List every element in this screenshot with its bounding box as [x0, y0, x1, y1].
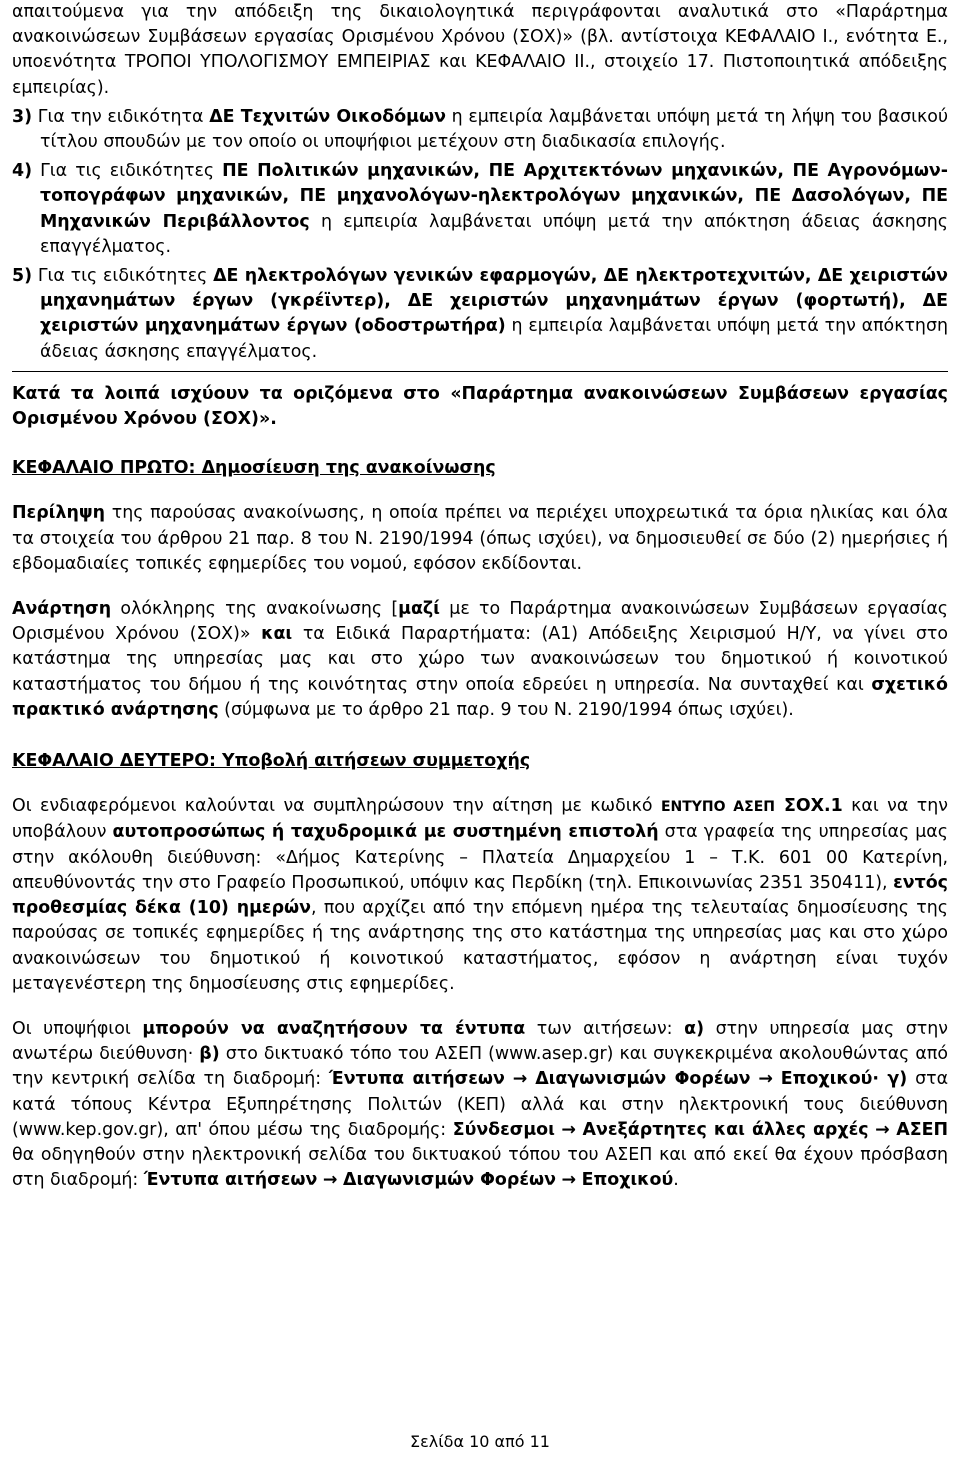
summary-term: Περίληψη — [12, 503, 106, 524]
chapter-1-heading: ΚΕΦΑΛΑΙΟ ΠΡΩΤΟ: Δημοσίευση της ανακοίνωσης — [12, 458, 496, 479]
chapter-2-paragraph-1 — [12, 794, 948, 997]
forms-text-5: στα κατά τόπους Κέντρα Εξυπηρέτησης Πολιτών (ΚΕΠ) αλλά και στην ηλεκτρονική τους διεύθυνση (www.kep.gov.gr), απ' όπου μέσω της διαδρομής: — [12, 1069, 949, 1140]
path2-step3: ΑΣΕΠ — [896, 1119, 949, 1140]
general-note: Κατά τα λοιπά ισχύουν τα οριζόμενα στο «Παράρτημα ανακοινώσεων Συμβάσεων εργασίας Ορισμένου Χρόνου (ΣΟΧ)». — [12, 383, 948, 430]
item-5-specialty: ΔΕ ηλεκτρολόγων γενικών εφαρμογών, ΔΕ ηλεκτροτεχνιτών, ΔΕ χειριστών μηχανημάτων έργων (γκρέϊντερ), ΔΕ χειριστών μηχανημάτων έργων (φορτωτή), ΔΕ χειριστών μηχανημάτων έργων (οδοστρωτήρα) — [40, 266, 948, 337]
path3-step1: Έντυπα αιτήσεων — [143, 1170, 318, 1191]
option-c: · γ) — [872, 1069, 908, 1090]
application-text-3: στα γραφεία της υπηρεσίας μας στην ακόλουθη διεύθυνση: «Δήμος Κατερίνης – Πλατεία Δημαρχείου 1 – Τ.Κ. 601 00 Κατερίνη, απευθύνοντάς την στο Γραφείο Προσωπικού, υπόψιν κας Περδίκη (τηλ. Επικοινωνίας 2351 350411), — [12, 822, 948, 893]
item-4-post: η εμπειρία λαμβάνεται υπόψη μετά την απόκτηση άδειας άσκησης επαγγέλματος. — [40, 211, 949, 257]
posting-text-3: τα Ειδικά Παραρτήματα: (Α1) Απόδειξης Χειρισμού Η/Υ, να γίνει στο κατάστημα της υπηρεσίας μας και στο χώρο των ανακοινώσεων του δημοτικού ή κοινοτικού καταστήματος του δήμου ή της κοινότητας στην οποία εδρεύει η υπηρεσία. Να συνταχθεί και — [12, 624, 948, 695]
option-a: α) — [684, 1018, 705, 1039]
chapter-2-paragraph-2 — [12, 1017, 948, 1193]
option-b: β) — [199, 1044, 220, 1065]
chapter-2-heading: ΚΕΦΑΛΑΙΟ ΔΕΥΤΕΡΟ: Υποβολή αιτήσεων συμμετοχής — [12, 751, 531, 772]
forms-end: . — [673, 1170, 679, 1191]
posting-term: Ανάρτηση — [12, 599, 112, 620]
item-4-pre: Για τις ειδικότητες — [40, 161, 223, 182]
forms-text-1: Οι υποψήφιοι — [12, 1018, 143, 1039]
forms-text-3: στην υπηρεσία μας στην ανωτέρω διεύθυνση· — [12, 1018, 948, 1065]
item-4 — [12, 159, 948, 260]
intro-paragraph: απαιτούμενα για την απόδειξη της δικαιολογητικά περιγράφονται αναλυτικά στο «Παράρτημα ανακοινώσεων Συμβάσεων εργασίας Ορισμένου Χρόνου (ΣΟΧ)» (βλ. αντίστοιχα ΚΕΦΑΛΑΙΟ Ι., ενότητα Ε., υποενότητα ΤΡΟΠΟΙ ΥΠΟΛΟΓΙΣΜΟΥ ΕΜΠΕΙΡΙΑΣ και ΚΕΦΑΛΑΙΟ ΙΙ., στοιχείο 17. Πιστοποιητικά απόδειξης εμπειρίας). — [12, 2, 948, 98]
item-4-number: 4) — [12, 161, 33, 182]
posting-bold-4: σχετικό πρακτικό ανάρτησης — [12, 674, 948, 720]
path2-step1: Σύνδεσμοι — [452, 1119, 555, 1140]
application-text-1: Οι ενδιαφερόμενοι καλούνται να συμπληρώσουν την αίτηση με κωδικό — [12, 796, 661, 817]
path3-step3: Εποχικού — [581, 1170, 674, 1191]
item-3 — [12, 105, 948, 155]
item-4-specialty: ΠΕ Πολιτικών μηχανικών, ΠΕ Αρχιτεκτόνων μηχανικών, ΠΕ Αγρονόμων-τοπογράφων μηχανικών, ΠΕ μηχανολόγων-ηλεκτρολόγων μηχανικών, ΠΕ Δασολόγων, ΠΕ Μηχανικών Περιβάλλοντος — [40, 161, 948, 232]
posting-text-4: (σύμφωνα με το άρθρο 21 παρ. 9 του Ν. 2190/1994 όπως ισχύει). — [218, 699, 794, 720]
form-code-prefix: ΕΝΤΥΠΟ ΑΣΕΠ — [660, 799, 775, 816]
path3-step2: Διαγωνισμών Φορέων — [343, 1170, 556, 1191]
path1-step2: Διαγωνισμών Φορέων — [535, 1069, 751, 1090]
item-3-pre: Για την ειδικότητα — [37, 106, 210, 127]
item-5 — [12, 264, 948, 372]
posting-text-2: με το Παράρτημα ανακοινώσεων Συμβάσεων εργασίας Ορισμένου Χρόνου (ΣΟΧ)» — [12, 599, 948, 645]
arrow-icon: → — [561, 1119, 576, 1140]
form-code: ΣΟΧ.1 — [775, 796, 843, 817]
arrow-icon: → — [758, 1069, 773, 1090]
chapter-1-paragraph-1 — [12, 501, 948, 577]
application-text-4: , που αρχίζει από την επόμενη ημέρα της τελευταίας δημοσίευσης της παρούσας σε τοπικές εφημερίδες ή της ανάρτησης της στο κατάστημα της υπηρεσίας μας και στο χώρο ανακοινώσεων του δημοτικού ή κοινοτικού καταστήματος, εφόσον η ανάρτηση είναι τυχόν μεταγενέστερη της δημοσίευσης στις εφημερίδες. — [12, 898, 948, 994]
arrow-icon: → — [875, 1119, 890, 1140]
arrow-icon: → — [512, 1069, 528, 1090]
item-3-specialty: ΔΕ Τεχνιτών Οικοδόμων — [209, 106, 446, 127]
forms-text-4: στο δικτυακό τόπο του ΑΣΕΠ (www.asep.gr) και συγκεκριμένα ακολουθώντας από την κεντρική σελίδα τη διαδρομή: — [12, 1044, 949, 1090]
item-3-number: 3) — [12, 106, 33, 127]
arrow-icon: → — [561, 1170, 577, 1191]
application-text-2: και να την υποβάλουν — [12, 796, 948, 843]
submission-method: αυτοπροσώπως ή ταχυδρομικά με συστημένη επιστολή — [112, 822, 659, 843]
deadline: εντός προθεσμίας δέκα (10) ημερών — [12, 872, 948, 919]
posting-bold-2: μαζί — [398, 599, 440, 620]
item-5-pre: Για τις ειδικότητες — [37, 266, 214, 287]
posting-bold-3: και — [261, 624, 293, 645]
posting-text-1: ολόκληρης της ανακοίνωσης [ — [111, 599, 399, 620]
arrow-icon: → — [322, 1170, 338, 1191]
forms-text-2: των αιτήσεων: — [525, 1018, 685, 1039]
path1-step1: Έντυπα αιτήσεων — [328, 1069, 505, 1090]
item-5-number: 5) — [12, 266, 33, 287]
item-5-post: η εμπειρία λαμβάνεται υπόψη μετά την απόκτηση άδειας άσκησης επαγγέλματος. — [40, 316, 948, 362]
path1-step3: Εποχικού — [780, 1069, 873, 1090]
forms-bold-1: μπορούν να αναζητήσουν τα έντυπα — [142, 1018, 526, 1039]
item-3-post: η εμπειρία λαμβάνεται υπόψη μετά τη λήψη του βασικού τίτλου σπουδών με τον οποίο οι υποψήφιοι μετέχουν στη διαδικασία επιλογής. — [40, 106, 949, 153]
forms-text-6: θα οδηγηθούν στην ηλεκτρονική σελίδα του δικτυακού τόπου του ΑΣΕΠ και από εκεί θα έχουν πρόσβαση στη διαδρομή: — [12, 1144, 948, 1191]
chapter-1-paragraph-2 — [12, 597, 948, 723]
summary-text: της παρούσας ανακοίνωσης, η οποία πρέπει να περιέχει υποχρεωτικά τα όρια ηλικίας και όλα τα στοιχεία του άρθρου 21 παρ. 8 του Ν. 2190/1994 (όπως ισχύει), να δημοσιευθεί σε δύο (2) ημερήσιες ή εβδομαδιαίες τοπικές εφημερίδες του νομού, εφόσον εκδίδονται. — [12, 503, 948, 574]
page-number: Σελίδα 10 από 11 — [410, 1432, 550, 1451]
path2-step2: Ανεξάρτητες και άλλες αρχές — [582, 1119, 869, 1140]
